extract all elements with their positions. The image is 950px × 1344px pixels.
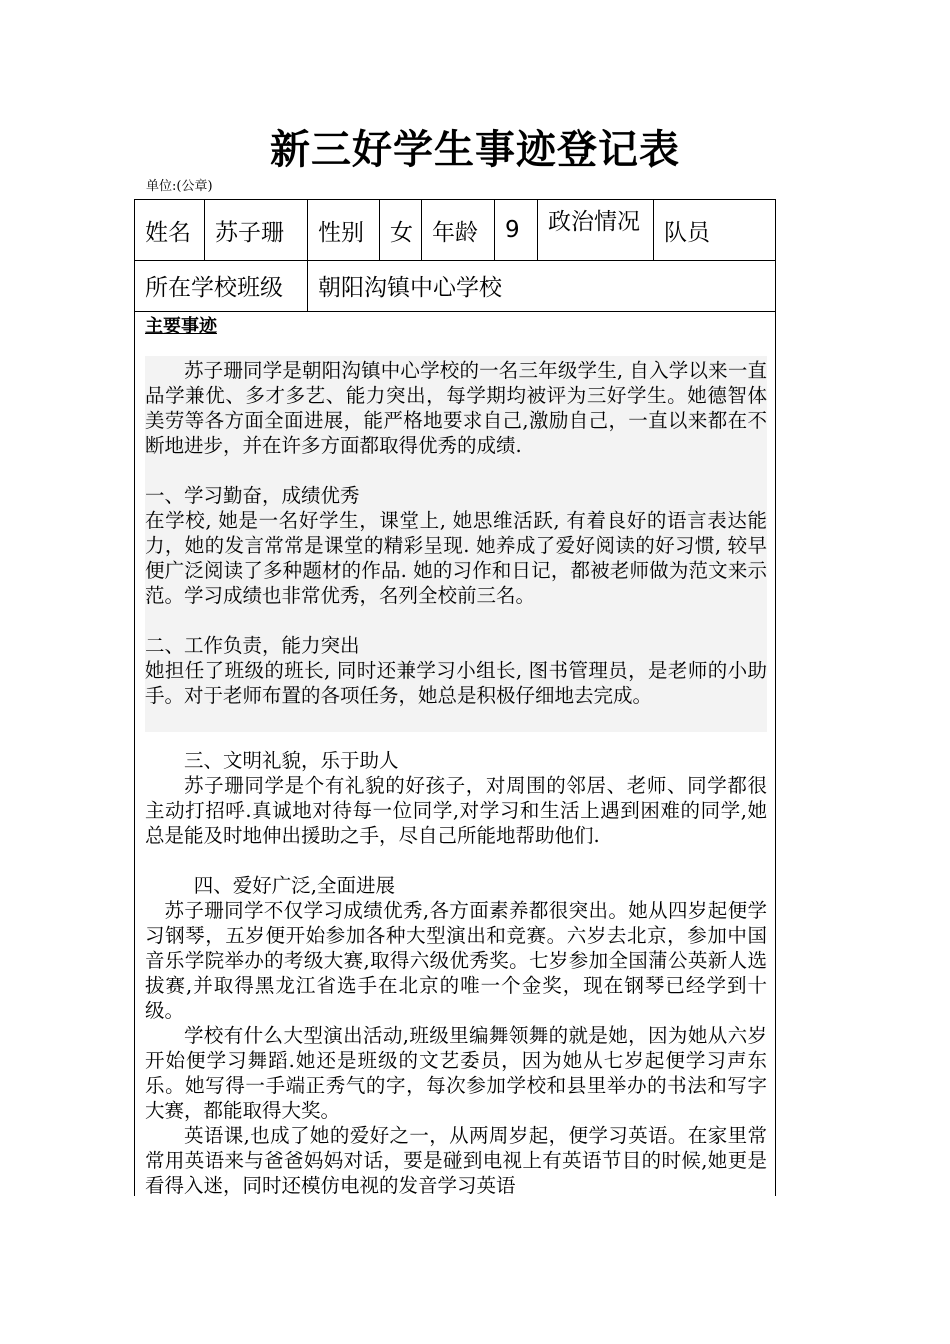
section4-text2: 学校有什么大型演出活动,班级里编舞领舞的就是她，因为她从六岁开始便学习舞蹈.她还是班级的文艺委员，因为她从七岁起便学习声东乐。她写得一手端正秀气的字，每次参加学校和县里举办的书法和写字大赛，都能取得大奖。 bbox=[145, 1024, 767, 1122]
name-label: 姓名 bbox=[135, 200, 205, 260]
school-label: 所在学校班级 bbox=[135, 260, 308, 311]
gender-label: 性别 bbox=[308, 200, 380, 260]
political-value: 队员 bbox=[664, 219, 710, 246]
section2-text: 她担任了班级的班长, 同时还兼学习小组长, 图书管理员，是老师的小助手。对于老师布置的各项任务，她总是积极仔细地去完成。 bbox=[145, 659, 767, 707]
gender-value: 女 bbox=[380, 200, 422, 260]
school-value: 朝阳沟镇中心学校 bbox=[318, 275, 502, 301]
section1-text: 在学校, 她是一名好学生，课堂上, 她思维活跃, 有着良好的语言表达能力，她的发言常常是课堂的精彩呈现. 她养成了爱好阅读的好习惯, 较早便广泛阅读了多种题材的作品. 她的习作和日记，都被老师做为范文来示范。学习成绩也非常优秀，名列全校前三名。 bbox=[145, 509, 767, 607]
intro-paragraph: 苏子珊同学是朝阳沟镇中心学校的一名三年级学生, 自入学以来一直品学兼优、多才多艺、能力突出，每学期均被评为三好学生。她德智体美劳等各方面全面进展，能严格地要求自己,激励自己，一直以来都在不断地进步，并在许多方面都取得优秀的成绩. bbox=[145, 359, 767, 457]
unit-label: 单位:(公章) bbox=[146, 179, 213, 194]
section3-title: 三、文明礼貌，乐于助人 bbox=[184, 749, 399, 772]
main-deeds-heading: 主要事迹 bbox=[145, 316, 217, 337]
section4-title: 四、爱好广泛,全面进展 bbox=[193, 874, 395, 897]
section1-title: 一、学习勤奋，成绩优秀 bbox=[145, 484, 360, 507]
name-value: 苏子珊 bbox=[205, 200, 308, 260]
section3-text: 苏子珊同学是个有礼貌的好孩子，对周围的邻居、老师、同学都很主动打招呼.真诚地对待每一位同学,对学习和生活上遇到困难的同学,她总是能及时地伸出援助之手，尽自己所能地帮助他们. bbox=[145, 774, 767, 847]
section2-title: 二、工作负责，能力突出 bbox=[145, 634, 360, 657]
age-label: 年龄 bbox=[422, 200, 495, 260]
school-row bbox=[135, 260, 775, 312]
registration-table bbox=[134, 199, 776, 1196]
page-title: 新三好学生事迹登记表 bbox=[270, 127, 680, 173]
age-value: 9 bbox=[495, 200, 538, 260]
info-row bbox=[135, 200, 775, 261]
political-label: 政治情况 bbox=[538, 200, 654, 260]
section4-text1: 苏子珊同学不仅学习成绩优秀,各方面素养都很突出。她从四岁起便学习钢琴，五岁便开始参加各种大型演出和竞赛。六岁去北京，参加中国音乐学院举办的考级大赛,取得六级优秀奖。七岁参加全国蒲公英新人选拔赛,并取得黑龙江省选手在北京的唯一个金奖，现在钢琴已经学到十级。 bbox=[145, 899, 767, 1022]
section4-text3: 英语课,也成了她的爱好之一，从两周岁起，便学习英语。在家里常常用英语来与爸爸妈妈对话，要是碰到电视上有英语节目的时候,她更是看得入迷，同时还模仿电视的发音学习英语 bbox=[145, 1124, 767, 1197]
